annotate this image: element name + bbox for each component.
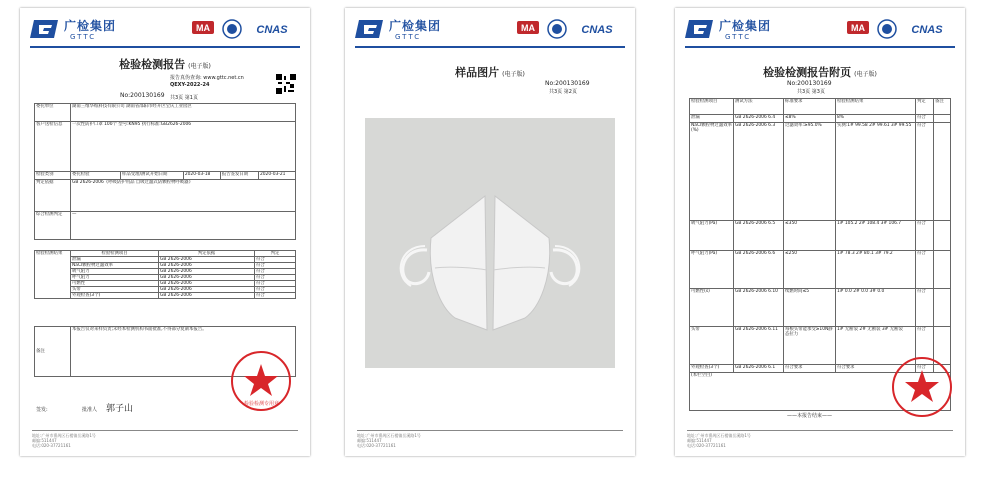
table-row: 泄漏 GB 2626-2006 6.4 ≤8% 8% 符合 <box>690 115 951 123</box>
page-title: 样品图片 (电子版) <box>455 66 525 79</box>
svg-text:MA: MA <box>521 23 535 33</box>
page-info: 共3页 第2页 <box>549 89 577 95</box>
table-row: 呼气阻力(Pa) GB 2626-2006 6.6 ≤250 1# 78.3 2# 80.1 3# 79.2 符合 <box>690 251 951 289</box>
cert-cnas: CNAS <box>256 24 288 36</box>
table-row: 可燃性(s) GB 2626-2006 6.10 续燃时间≤5 1# 0.0 2# 0.0 3# 0.0 符合 <box>690 289 951 327</box>
certification-logos-icon <box>190 18 300 42</box>
sample-photo-masks <box>365 118 615 368</box>
certification-logos-icon <box>845 18 955 42</box>
page-title: 检验检测报告附页 (电子版) <box>763 66 877 79</box>
gttc-logo-icon <box>685 18 715 40</box>
approver-signature: 郭子山 <box>106 404 134 414</box>
gttc-logo-icon <box>30 18 60 40</box>
report-number: No:200130169 <box>120 92 165 99</box>
cert-ma: MA <box>196 23 210 33</box>
report-code: QEXY-2022-24 <box>170 82 210 88</box>
page-footer: 地址:广州市番禺区石楼镇岳溪路1号 邮编:511447 电话:020-37721161 <box>32 430 298 448</box>
table-row: 外观检查(3个) GB 2626-2006 符合 <box>35 293 296 299</box>
svg-text:CNAS: CNAS <box>581 24 613 36</box>
table-row: 外观检查(3个) GB 2626-2006 6.1 符合要求 符合要求 符合 <box>690 365 951 373</box>
brand-en: GTTC <box>70 33 97 41</box>
svg-text:CNAS: CNAS <box>911 24 943 36</box>
page-header: 广检集团 GTTC MA CNAS <box>355 16 625 48</box>
stamp-text: 检验检测专用章 <box>244 401 280 407</box>
table-row: 吸气阻力(Pa) GB 2626-2006 6.5 ≤350 1# 105.2 2# 108.4 3# 106.7 符合 <box>690 221 951 251</box>
sign-role: 批准人 <box>82 407 98 413</box>
table-row: 可燃性 GB 2626-2006 符合 <box>35 281 296 287</box>
table-row: NaCl颗粒物过滤效率(%) GB 2626-2006 6.3 过滤效率:≥95.0% 实测:1# 99.58 2# 99.61 3# 99.55 符合 <box>690 123 951 221</box>
gttc-logo-icon <box>355 18 385 40</box>
sign-label: 签发: <box>36 407 48 413</box>
official-seal-icon <box>891 356 953 418</box>
results-table: 检验检测结果 检验检测项目 判定依据 判定 泄漏 GB 2626-2006 符合 NaCl颗粒物过滤效率 GB 2626-2006 符合 吸气阻力 GB 2626-2006 符合 呼气阻力 GB 2626-2006 符合 可燃性 GB 2626-2006 符合 头带 GB 2626-2006 符合 外观检查(3个) GB 2626-2006 符合 <box>34 250 296 299</box>
page-info: 共3页 第1页 <box>170 95 198 101</box>
table-row: NaCl颗粒物过滤效率 GB 2626-2006 符合 <box>35 263 296 269</box>
table-row: 呼气阻力 GB 2626-2006 符合 <box>35 275 296 281</box>
qr-code-icon <box>276 74 296 94</box>
page-info: 共3页 第3页 <box>797 89 825 95</box>
report-title: 检验检测报告 (电子版) <box>119 58 211 71</box>
table-row: 吸气阻力 GB 2626-2006 符合 <box>35 269 296 275</box>
verify-text: 报告真伪查询: www.gttc.net.cn <box>170 75 244 81</box>
page-footer: 地址:广州市番禺区石楼镇岳溪路1号 邮编:511447 电话:020-37721161 <box>357 430 623 448</box>
table-row: 头带 GB 2626-2006 6.11 每根头带能承受≥10N静态拉力 1# 无断裂 2# 无断裂 3# 无断裂 符合 <box>690 327 951 365</box>
end-of-report: ——本报告结束—— <box>787 413 833 419</box>
table-row: 头带 GB 2626-2006 符合 <box>35 287 296 293</box>
blank-note: (本栏空白) <box>690 373 951 411</box>
report-page-2 <box>345 8 635 456</box>
report-number: No:200130169 <box>787 80 832 87</box>
brand-name: 广检集团 <box>64 19 117 33</box>
table-row: 泄漏 GB 2626-2006 符合 <box>35 257 296 263</box>
svg-text:MA: MA <box>851 23 865 33</box>
page-header: 广检集团 GTTC MA CNAS <box>685 16 955 48</box>
page-footer: 地址:广州市番禺区石楼镇岳溪路1号 邮编:511447 电话:020-37721161 <box>687 430 953 448</box>
page-header <box>30 16 300 48</box>
report-page-3 <box>675 8 965 456</box>
certification-logos-icon <box>515 18 625 42</box>
report-page-1 <box>20 8 310 456</box>
report-info-table: 委托单位 湖南三维华纸科技有限公司 湖南省邵阳市经开区宝庆工业园区 客户送检信息 一次性防护口罩 100个 型号:KN95 执行标准:GB2626-2006 检验类别 委托检验 样品受理/测试开始日期 2020-03-18 报告签发日期 2020-03-21 判定依据 GB 2626-2006《呼吸防护用品 自吸过滤式防颗粒物呼吸器》 综合检测判定 — <box>34 103 296 240</box>
appendix-table: 检验检测项目 测试方法 标准要求 检验检测结果 判定 备注 泄漏 GB 2626-2006 6.4 ≤8% 8% 符合 NaCl颗粒物过滤效率(%) GB 2626-2006 6.3 过滤效率:≥95.0% 实测:1# 99.58 2# 99.61 3# 99.55 符合 吸气阻力(Pa) GB 2626-2006 6.5 ≤350 1# 105.2 2# 108.4 3# 106.7 符合 呼气阻力(Pa) GB 2626-2006 6.6 ≤250 1# 78.3 2# 80.1 3# 79.2 符合 可燃性(s) GB 2626-2006 6.10 续燃时间≤5 1# 0.0 2# 0.0 3# 0.0 符合 头带 GB 2626-2006 6.11 每根头带能承受≥10N静态拉力 1# 无断裂 2# 无断裂 3# 无断裂 符合 外观检查(3个) GB 2626-2006 6.1 符合要求 符合要求 符合 (本栏空白) <box>689 98 951 411</box>
notes-table: 备注 本报告仅对来样负责;未经本检测机构书面批准,不得部分复制本报告。 <box>34 326 296 377</box>
report-number: No:200130169 <box>545 80 590 87</box>
